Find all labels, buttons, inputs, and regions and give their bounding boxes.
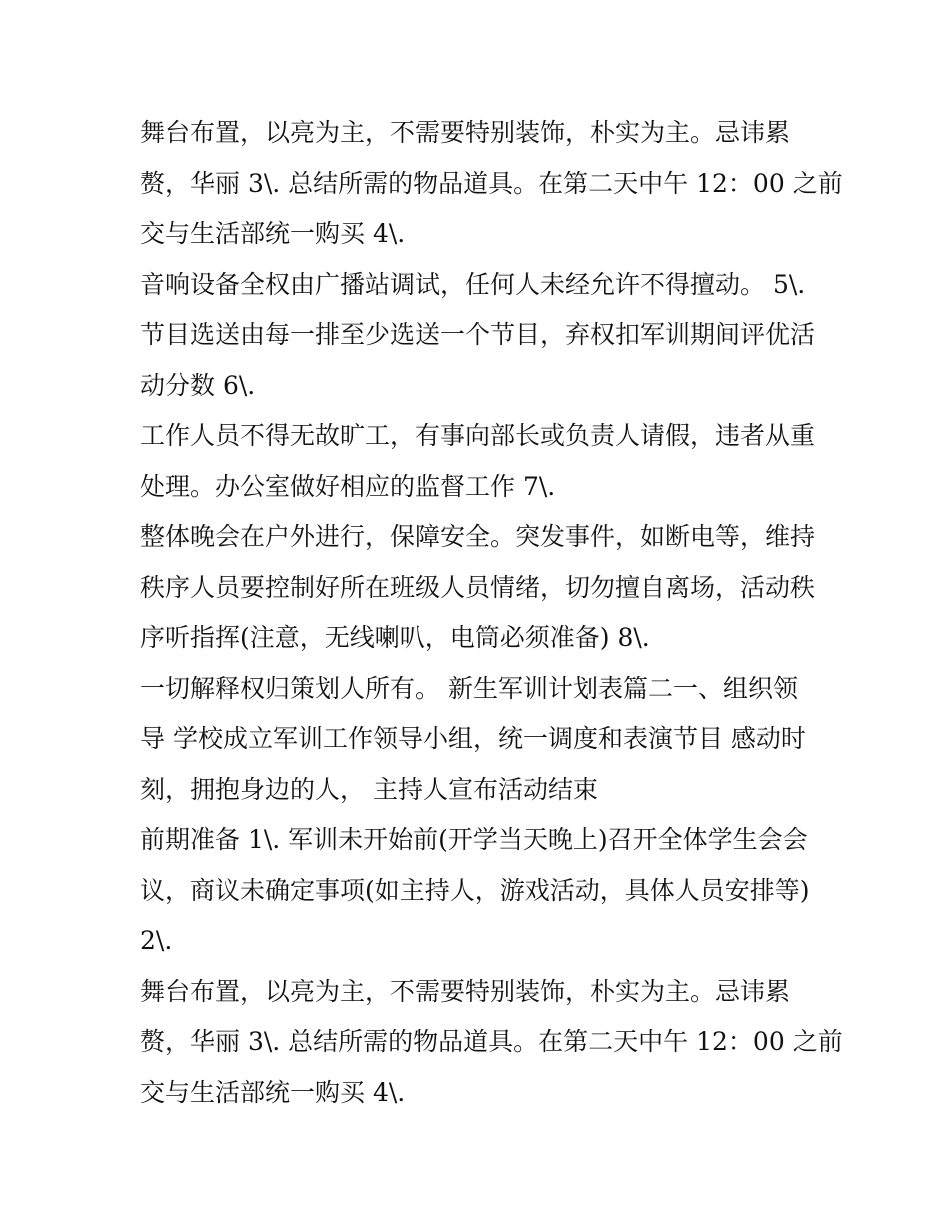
text-line: 交与生活部统一购买 4\. <box>140 219 406 248</box>
paragraph-preparation <box>140 815 830 967</box>
paragraph-interpretation <box>140 664 830 816</box>
text-line: 议，商议未确定事项(如主持人，游戏活动，具体人员安排等) <box>140 875 810 905</box>
text-line: 工作人员不得无故旷工，有事向部长或负责人请假，违者从重 <box>140 421 816 450</box>
text-line: 刻，拥抱身边的人， 主持人宣布活动结束 <box>140 774 598 804</box>
text-line: 整体晚会在户外进行，保障安全。突发事件，如断电等，维持 <box>140 522 816 551</box>
text-line: 序听指挥(注意，无线喇叭，电筒必须准备) 8\. <box>140 623 650 652</box>
text-line: 动分数 6\. <box>140 370 256 400</box>
text-line: 赘，华丽 3\. 总结所需的物品道具。在第二天中午 12：00 之前 <box>140 1027 843 1056</box>
text-line: 2\. <box>140 926 173 955</box>
text-line: 交与生活部统一购买 4\. <box>140 1077 406 1107</box>
paragraph-stage-setup <box>140 108 843 260</box>
text-line: 前期准备 1\. 军训未开始前(开学当天晚上)召开全体学生会会 <box>140 825 808 854</box>
text-line: 舞台布置，以亮为主，不需要特别装饰，朴实为主。忌讳累 <box>140 118 791 147</box>
text-line: 秩序人员要控制好所在班级人员情绪，切勿擅自离场，活动秩 <box>140 572 816 602</box>
document-body <box>140 108 843 1118</box>
paragraph-staff-rules <box>140 411 830 512</box>
text-line: 音响设备全权由广播站调试，任何人未经允许不得擅动。 5\. <box>140 269 806 299</box>
text-line: 节目选送由每一排至少选送一个节目，弃权扣军训期间评优活 <box>140 320 816 349</box>
paragraph-stage-setup-repeat <box>140 967 843 1119</box>
paragraph-audio-equipment <box>140 260 830 412</box>
text-line: 处理。办公室做好相应的监督工作 7\. <box>140 471 556 501</box>
paragraph-outdoor-safety <box>140 512 830 664</box>
text-line: 一切解释权归策划人所有。 新生军训计划表篇二一、组织领 <box>140 673 798 703</box>
text-line: 赘，华丽 3\. 总结所需的物品道具。在第二天中午 12：00 之前 <box>140 168 843 198</box>
text-line: 导 学校成立军训工作领导小组，统一调度和表演节目 感动时 <box>140 724 806 753</box>
text-line: 舞台布置，以亮为主，不需要特别装饰，朴实为主。忌讳累 <box>140 976 791 1006</box>
